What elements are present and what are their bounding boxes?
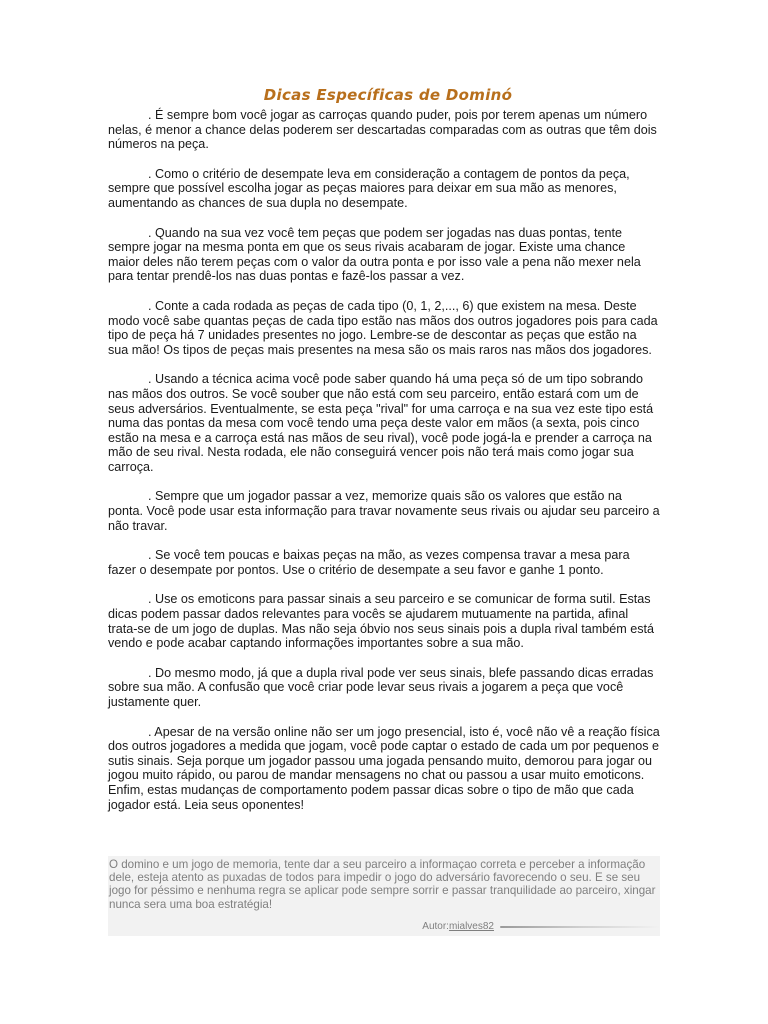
author-name-link[interactable]: mialves82 [448, 921, 494, 932]
quote-text: O domino e um jogo de memoria, tente dar a seu parceiro a informaçao correta e perceber a informação dele, esteja atento as puxadas de todos para impedir o jogo do adversário favorecendo o seu. E se seu jogo for péssimo e nenhuma regra se aplicar pode sempre sorrir e passar tranquilidade ao parceiro, xingar nunca sera uma boa estratégia! [109, 858, 656, 911]
tip-paragraph-9: . Do mesmo modo, já que a dupla rival pode ver seus sinais, blefe passando dicas erradas sobre sua mão. A confusão que você criar pode levar seus rivais a jogarem a peça que você justamente quer. [108, 665, 654, 709]
document-title: Dicas Específicas de Dominó [263, 86, 513, 104]
tip-paragraph-4: . Conte a cada rodada as peças de cada tipo (0, 1, 2,..., 6) que existem na mesa. Deste modo você sabe quantas peças de cada tipo estão nas mãos dos outros jogadores pois para cada tipo de peça há 7 unidades presentes no jogo. Lembre-se de descontar as peças que estão na sua mão! Os tipos de peças mais presentes na mesa são os mais raros nas mãos dos jogadores. [108, 298, 658, 357]
tip-paragraph-3: . Quando na sua vez você tem peças que podem ser jogadas nas duas pontas, tente sempre jogar na mesma ponta em que os seus rivais acabaram de jogar. Existe uma chance maior deles não terem peças com o valor da outra ponta e por isso vale a pena não mexer nela para tentar prendê-los nas duas pontas e fazê-los passar a vez. [108, 225, 641, 284]
author-credit [422, 921, 660, 932]
tip-paragraph-8: . Use os emoticons para passar sinais a seu parceiro e se comunicar de forma sutil. Estas dicas podem passar dados relevantes para vocês se ajudarem mutuamente na partida, afinal trata-se de um jogo de duplas. Mas não seja óbvio nos seus sinais pois a dupla rival também está vendo e pode acabar captando informações importantes sobre a sua mão. [108, 592, 655, 651]
author-quote-box [108, 856, 660, 936]
tip-paragraph-10: . Apesar de na versão online não ser um jogo presencial, isto é, você não vê a reação física dos outros jogadores a medida que jogam, você pode captar o estado de cada um por pequenos e sutis sinais. Seja porque um jogador passou uma jogada pensando muito, demorou para jogar ou jogou muito rápido, ou parou de mandar mensagens no chat ou passou a usar muito emoticons. Enfim, estas mudanças de comportamento podem passar dicas sobre o tipo de mão que cada jogador está. Leia seus oponentes! [108, 724, 660, 812]
decorative-divider [500, 926, 660, 928]
tip-paragraph-5: . Usando a técnica acima você pode saber quando há uma peça só de um tipo sobrando nas mãos dos outros. Se você souber que não está com seu parceiro, então estará com um de seus adversários. Eventualmente, se esta peça "rival" for uma carroça e na sua vez este tipo está numa das pontas da mesa com você tendo uma peça deste valor em mãos (a sexta, pois cinco estão na mesa e a carroça está nas mãos de seu rival), você pode jogá-la e prender a carroça na mão de seu rival. Nesta rodada, ele não conseguirá vencer pois não terá mais como jogar sua carroça. [108, 372, 654, 474]
tip-paragraph-7: . Se você tem poucas e baixas peças na mão, as vezes compensa travar a mesa para fazer o desempate por pontos. Use o critério de desempate a seu favor e ganhe 1 ponto. [108, 548, 630, 577]
author-label: Autor: [422, 921, 449, 932]
tip-paragraph-1: . É sempre bom você jogar as carroças quando puder, pois por terem apenas um número nelas, é menor a chance delas poderem ser descartadas comparadas com as outras que têm dois números na peça. [108, 108, 657, 152]
document-body [108, 86, 660, 827]
tip-paragraph-6: . Sempre que um jogador passar a vez, memorize quais são os valores que estão na ponta. Você pode usar esta informação para travar novamente seus rivais ou ajudar seu parceiro a não travar. [108, 489, 660, 533]
tip-paragraph-2: . Como o critério de desempate leva em consideração a contagem de pontos da peça, sempre que possível escolha jogar as peças maiores para deixar em sua mão as menores, aumentando as chances de sua dupla no desempate. [108, 166, 630, 210]
